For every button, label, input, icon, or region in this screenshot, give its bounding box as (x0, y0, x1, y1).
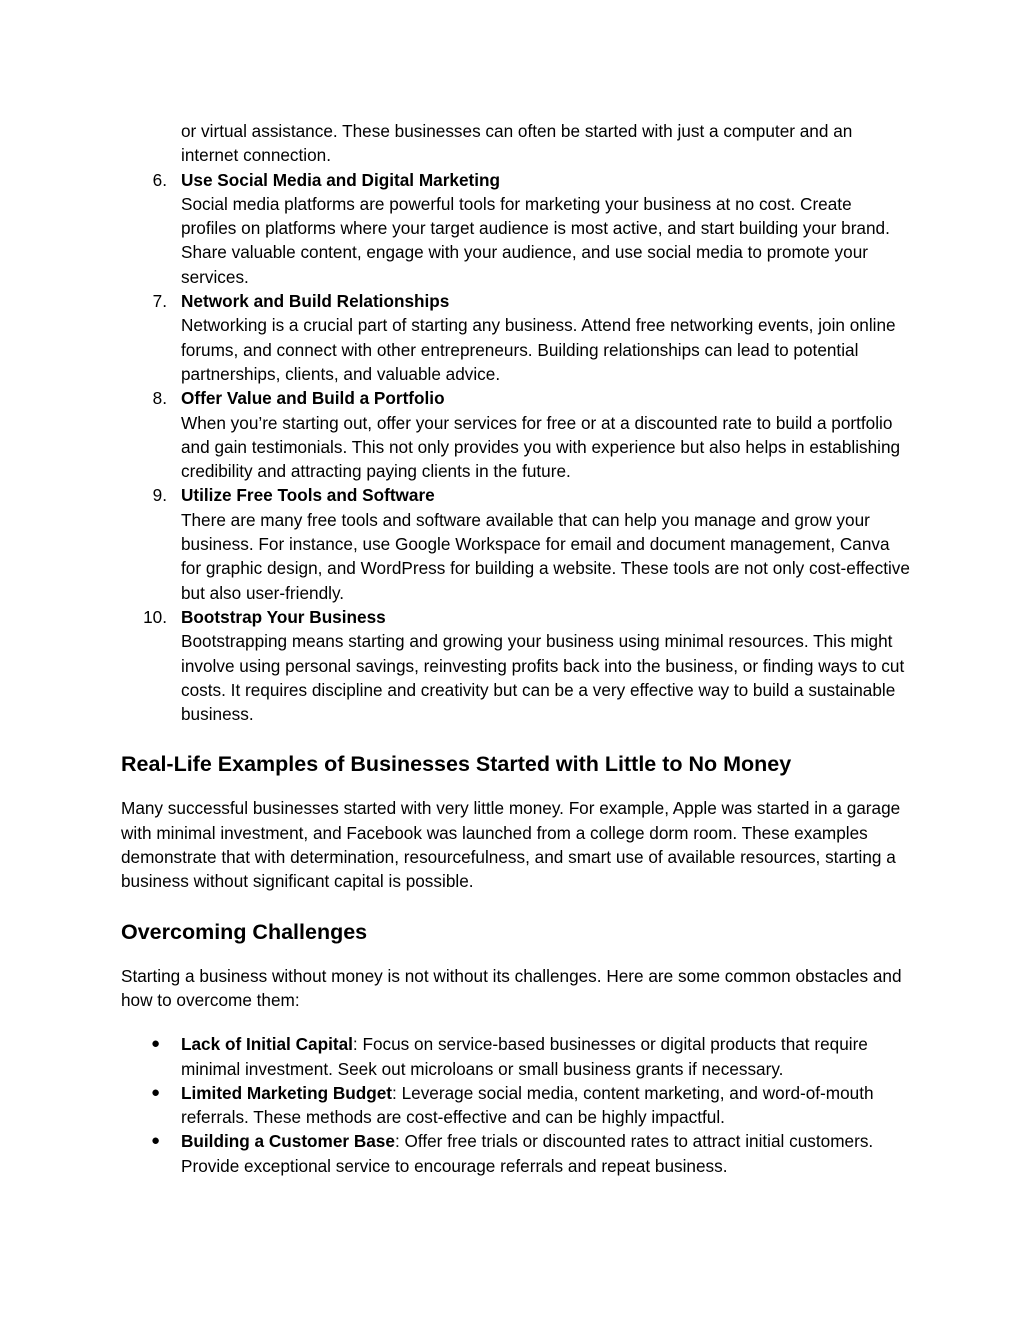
list-item (121, 386, 911, 483)
list-item-title: Offer Value and Build a Portfolio (181, 388, 445, 409)
bullet-term: Limited Marketing Budget (181, 1082, 393, 1103)
list-item-body: There are many free tools and software available that can help you manage and grow your business. For instance, use Google Workspace for email and document management, Canva for graphic design, and WordPress for building a website. These tools are not only cost-effective but also user-friendly. (181, 509, 910, 603)
list-item (121, 605, 911, 726)
document-page (121, 119, 911, 1178)
list-item-body: When you’re starting out, offer your services for free or at a discounted rate to build a portfolio and gain testimonials. This not only provides you with experience but also helps in establishing credibility and attracting paying clients in the future. (181, 412, 901, 482)
list-item-title: Utilize Free Tools and Software (181, 485, 435, 506)
bullet-text: : Offer free trials or discounted rates to attract initial customers. Provide exceptional service to encourage referrals and repeat business. (181, 1131, 874, 1176)
list-item (121, 1081, 911, 1130)
section-heading-overcoming-challenges: Overcoming Challenges (121, 919, 368, 944)
section-paragraph-challenges-intro: Starting a business without money is not without its challenges. Here are some common obstacles and how to overcome them: (121, 965, 902, 1010)
section-heading-real-life-examples: Real-Life Examples of Businesses Started with Little to No Money (121, 752, 792, 777)
list-item-body: Social media platforms are powerful tools for marketing your business at no cost. Create profiles on platforms where your target audience is most active, and start building your brand. Share valuable content, engage with your audience, and use social media to promote your services. (181, 193, 890, 287)
list-item-number: 8. (152, 388, 167, 409)
challenges-bullet-list (121, 1032, 911, 1178)
list-item-title: Network and Build Relationships (181, 291, 450, 312)
list-item-number: 10. (143, 606, 167, 627)
list-item-number: 6. (152, 169, 167, 190)
list-item-number: 7. (152, 291, 167, 312)
list-item (121, 1032, 911, 1081)
list-item (121, 1129, 911, 1178)
list-item-number: 9. (152, 485, 167, 506)
list-item-body: Networking is a crucial part of starting any business. Attend free networking events, join online forums, and connect with other entrepreneurs. Building relationships can lead to potential partnerships, clients, and valuable advice. (181, 315, 896, 384)
list-item-title: Bootstrap Your Business (181, 606, 386, 627)
section-paragraph-real-life-examples: Many successful businesses started with very little money. For example, Apple was started in a garage with minimal investment, and Facebook was launched from a college dorm room. These examples demonstrate that with determination, resourcefulness, and smart use of available resources, starting a business without significant capital is possible. (121, 798, 901, 892)
numbered-steps-list (121, 168, 911, 727)
bullet-text: : Leverage social media, content marketing, and word-of-mouth referrals. These methods are cost-effective and can be highly impactful. (181, 1082, 874, 1128)
list-item (121, 168, 911, 289)
bullet-term: Lack of Initial Capital (181, 1034, 353, 1055)
list-item-title: Use Social Media and Digital Marketing (181, 169, 501, 190)
bullet-icon: ● (151, 1132, 161, 1150)
bullet-icon: ● (151, 1083, 161, 1101)
list-item (121, 483, 911, 604)
bullet-icon: ● (151, 1035, 161, 1053)
bullet-term: Building a Customer Base (181, 1131, 395, 1152)
list-item-body: Bootstrapping means starting and growing your business using minimal resources. This might involve using personal savings, reinvesting profits back into the business, or finding ways to cut costs. It requires discipline and creativity but can be a very effective way to build a sustainable business. (181, 631, 905, 725)
bullet-text: : Focus on service-based businesses or digital products that require minimal investment. Seek out microloans or small business grants if necessary. (181, 1034, 868, 1079)
list-item-continuation: or virtual assistance. These businesses can often be started with just a computer and an internet connection. (181, 121, 853, 166)
list-item (121, 289, 911, 386)
